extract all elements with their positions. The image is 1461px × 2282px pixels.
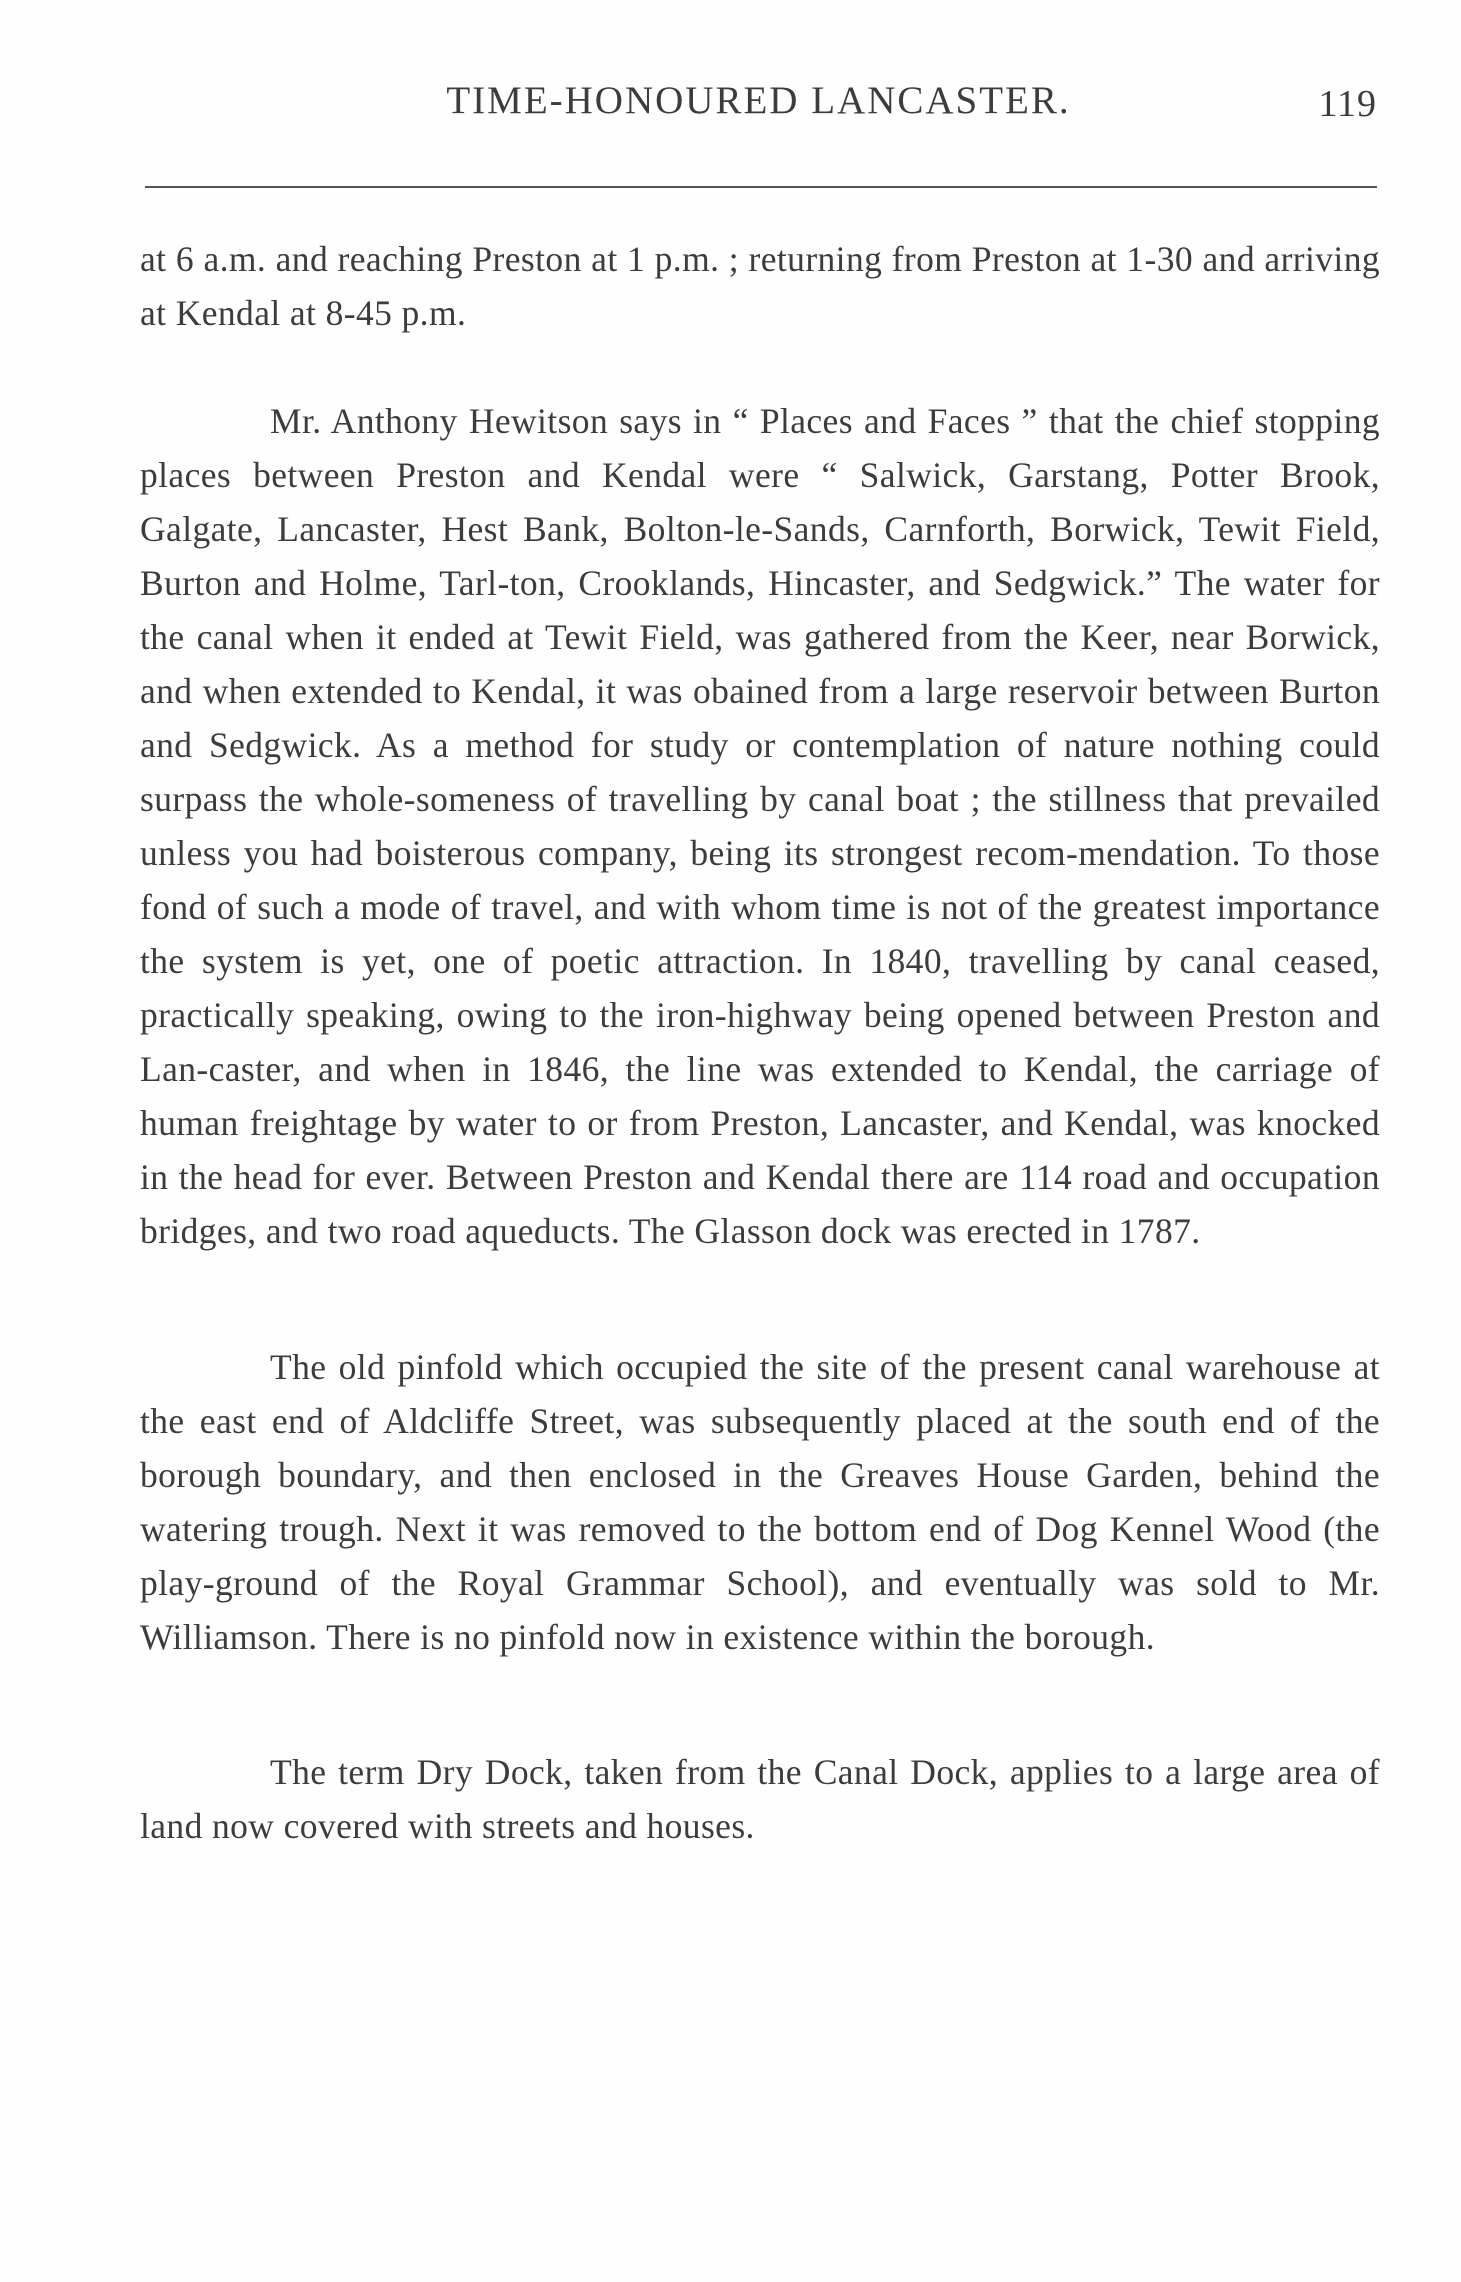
header-rule	[145, 186, 1377, 188]
page-number: 119	[1318, 83, 1377, 125]
paragraph-dry-dock: The term Dry Dock, taken from the Canal Dock, applies to a large area of land now covered with streets and houses.	[140, 1752, 1380, 1846]
paragraph-canal-stops: Mr. Anthony Hewitson says in “ Places and Faces ” that the chief stopping places between Preston and Kendal were “ Salwick, Garstang, Potter Brook, Galgate, Lancaster, Hest Bank, Bolton-le-Sands, Carnforth, Borwick, Tewit Field, Burton and Holme, Tarl-ton, Crooklands, Hincaster, and Sedgwick.” The water for the canal when it ended at Tewit Field, was gathered from the Keer, near Borwick, and when extended to Kendal, it was obained from a large reservoir between Burton and Sedgwick. As a method for study or contemplation of nature nothing could surpass the whole-someness of travelling by canal boat ; the stillness that prevailed unless you had boisterous company, being its strongest recom-mendation. To those fond of such a mode of travel, and with whom time is not of the greatest importance the system is yet, one of poetic attraction. In 1840, travelling by canal ceased, practically speaking, owing to the iron-highway being opened between Preston and Lan-caster, and when in 1846, the line was extended to Kendal, the carriage of human freightage by water to or from Preston, Lancaster, and Kendal, was knocked in the head for ever. Between Preston and Kendal there are 114 road and occupation bridges, and two road aqueducts. The Glasson dock was erected in 1787.	[140, 401, 1380, 1251]
running-title: TIME-HONOURED LANCASTER.	[446, 79, 1071, 122]
body-text	[140, 232, 1380, 1853]
paragraph-pinfold: The old pinfold which occupied the site of the present canal warehouse at the east end of Aldcliffe Street, was subsequently placed at the south end of the borough boundary, and then enclosed in the Greaves House Garden, behind the watering trough. Next it was removed to the bottom end of Dog Kennel Wood (the play-ground of the Royal Grammar School), and eventually was sold to Mr. Williamson. There is no pinfold now in existence within the borough.	[140, 1347, 1380, 1657]
paragraph-continuation: at 6 a.m. and reaching Preston at 1 p.m. ; returning from Preston at 1-30 and arriving at Kendal at 8-45 p.m.	[140, 239, 1380, 333]
page-header	[140, 78, 1377, 138]
